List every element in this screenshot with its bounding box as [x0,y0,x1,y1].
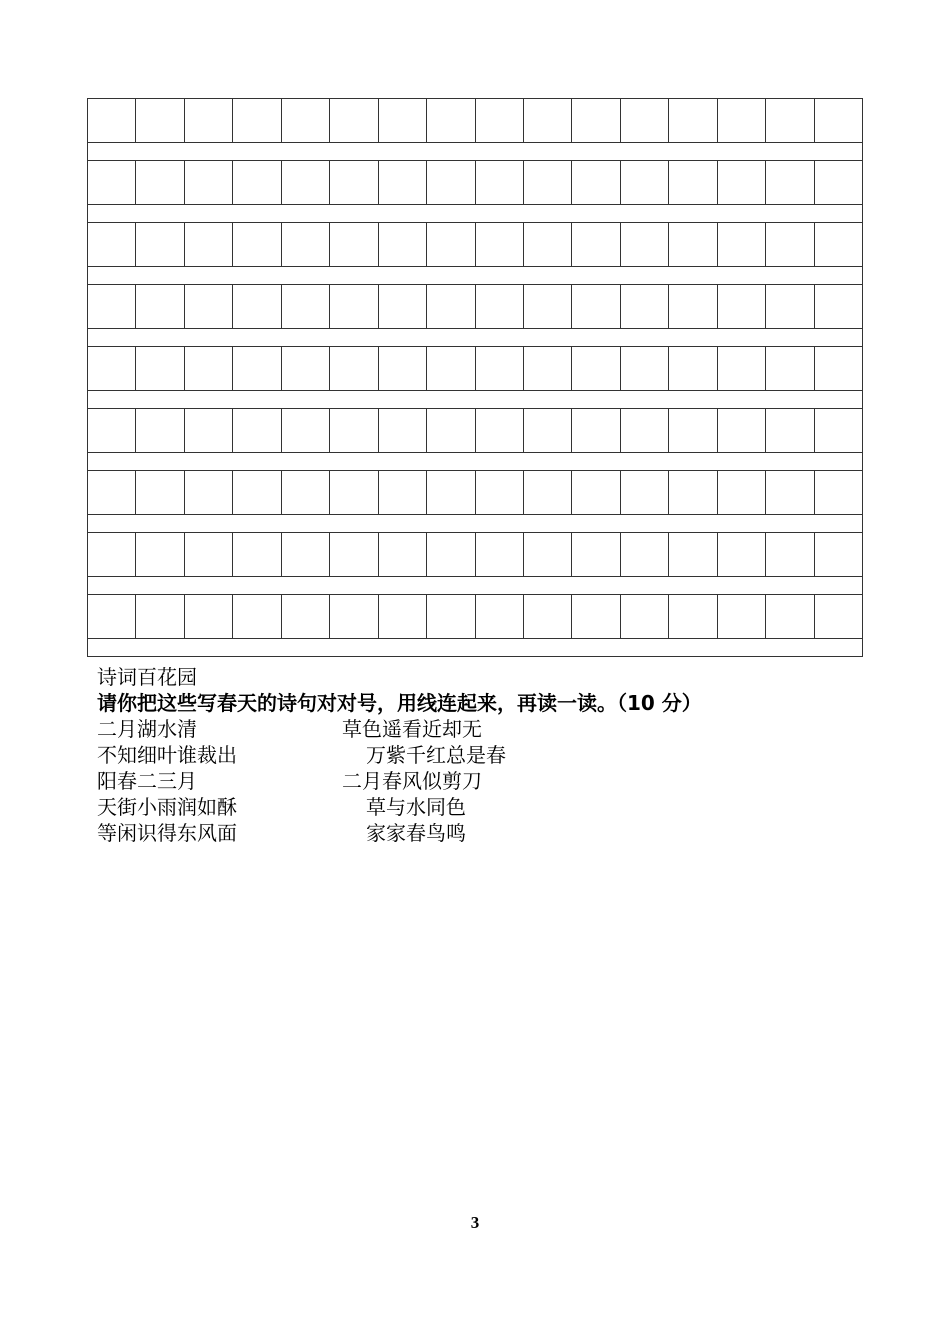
grid-cell [524,347,572,391]
grid-row [88,471,863,514]
grid-cell [379,99,427,143]
grid-cell [476,347,524,391]
grid-cell [572,161,620,205]
grid-cell [330,595,378,639]
grid-cell [233,347,281,391]
grid-cell [233,595,281,639]
grid-cell [282,471,330,515]
poem-pair-row [97,742,702,768]
grid-cell [524,161,572,205]
grid-cell [185,223,233,267]
grid-cell [718,533,766,577]
grid-cell [621,223,669,267]
grid-row [88,595,863,638]
grid-cell [233,99,281,143]
grid-cell [282,285,330,329]
grid-cell [766,595,814,639]
grid-cell [621,409,669,453]
grid-cell [427,347,475,391]
poem-pair-row [97,768,702,794]
grid-cell [572,285,620,329]
grid-cell [185,595,233,639]
grid-cell [88,471,136,515]
grid-cell [88,285,136,329]
grid-cell [766,409,814,453]
grid-cell [185,347,233,391]
grid-cell [330,161,378,205]
grid-cell [282,161,330,205]
grid-cell [88,595,136,639]
grid-cell [185,161,233,205]
right-line-3: 二月春风似剪刀 [342,769,482,793]
right-line-2: 万紫千红总是春 [366,743,506,767]
page-number: 3 [470,1213,480,1232]
grid-cell [330,285,378,329]
grid-spacer-row [88,204,863,223]
grid-cell [766,223,814,267]
grid-cell [621,595,669,639]
grid-cell [815,533,863,577]
grid-cell [330,223,378,267]
grid-cell [282,409,330,453]
grid-cell [766,99,814,143]
grid-cell [718,595,766,639]
grid-cell [427,285,475,329]
grid-cell [669,99,717,143]
grid-cell [718,347,766,391]
grid-cell [379,409,427,453]
grid-cell [136,595,184,639]
grid-cell [669,595,717,639]
grid-cell [766,533,814,577]
grid-cell [427,533,475,577]
grid-cell [185,99,233,143]
left-line-2: 不知细叶谁裁出 [97,743,237,767]
grid-cell [572,533,620,577]
grid-cell [427,595,475,639]
grid-cell [572,409,620,453]
grid-cell [233,161,281,205]
grid-row [88,347,863,390]
grid-cell [379,347,427,391]
grid-cell [330,409,378,453]
grid-cell [476,285,524,329]
section-instruction: 请你把这些写春天的诗句对对号，用线连起来，再读一读。（10 分） [97,691,702,715]
grid-cell [136,409,184,453]
grid-cell [815,161,863,205]
grid-cell [233,409,281,453]
grid-cell [136,533,184,577]
grid-cell [427,471,475,515]
grid-cell [815,223,863,267]
right-line-5: 家家春鸟鸣 [366,821,466,845]
right-line-4: 草与水同色 [366,795,466,819]
grid-cell [718,409,766,453]
grid-cell [524,595,572,639]
grid-cell [476,533,524,577]
grid-cell [718,471,766,515]
grid-cell [282,595,330,639]
grid-cell [233,533,281,577]
poetry-section [97,664,702,846]
grid-cell [718,99,766,143]
poem-pair-row [97,820,702,846]
grid-cell [185,471,233,515]
grid-cell [766,471,814,515]
grid-cell [233,471,281,515]
grid-cell [379,285,427,329]
grid-cell [88,161,136,205]
grid-cell [379,595,427,639]
grid-cell [766,285,814,329]
grid-row [88,99,863,142]
grid-cell [233,285,281,329]
grid-cell [669,161,717,205]
grid-cell [427,161,475,205]
grid-cell [815,409,863,453]
grid-cell [524,409,572,453]
grid-cell [476,471,524,515]
grid-cell [476,99,524,143]
grid-cell [572,99,620,143]
grid-cell [524,223,572,267]
grid-cell [718,223,766,267]
grid-cell [185,409,233,453]
grid-cell [718,161,766,205]
grid-cell [524,99,572,143]
grid-cell [88,409,136,453]
grid-spacer-row [88,328,863,347]
grid-cell [88,533,136,577]
grid-cell [524,471,572,515]
grid-cell [476,409,524,453]
grid-cell [572,223,620,267]
grid-cell [669,285,717,329]
left-line-3: 阳春二三月 [97,769,197,793]
grid-cell [669,533,717,577]
grid-cell [476,595,524,639]
grid-cell [136,347,184,391]
grid-cell [476,161,524,205]
grid-cell [282,533,330,577]
grid-cell [282,99,330,143]
poem-pair-row [97,794,702,820]
grid-cell [621,161,669,205]
grid-cell [88,99,136,143]
grid-cell [88,347,136,391]
grid-cell [572,595,620,639]
grid-cell [815,471,863,515]
grid-row [88,161,863,204]
grid-cell [766,347,814,391]
section-title: 诗词百花园 [97,665,197,689]
grid-cell [524,285,572,329]
left-line-5: 等闲识得东风面 [97,821,237,845]
grid-cell [379,471,427,515]
grid-cell [427,223,475,267]
grid-cell [136,471,184,515]
grid-cell [282,223,330,267]
writing-grid [87,98,863,657]
grid-cell [669,347,717,391]
grid-spacer-row [88,142,863,161]
grid-row [88,285,863,328]
right-line-1: 草色遥看近却无 [342,717,482,741]
grid-cell [233,223,281,267]
grid-cell [330,99,378,143]
grid-cell [669,223,717,267]
grid-cell [572,471,620,515]
grid-cell [669,471,717,515]
grid-spacer-row [88,452,863,471]
grid-spacer-row [88,576,863,595]
grid-row [88,223,863,266]
grid-cell [815,595,863,639]
grid-cell [815,347,863,391]
left-line-1: 二月湖水清 [97,717,197,741]
grid-cell [136,99,184,143]
grid-cell [136,223,184,267]
grid-cell [427,99,475,143]
grid-cell [379,223,427,267]
grid-spacer-row [88,266,863,285]
grid-cell [476,223,524,267]
grid-spacer-row [88,638,863,657]
grid-cell [524,533,572,577]
grid-spacer-row [88,514,863,533]
grid-cell [815,285,863,329]
grid-cell [572,347,620,391]
grid-cell [330,471,378,515]
grid-cell [621,99,669,143]
grid-cell [136,285,184,329]
grid-cell [621,533,669,577]
grid-row [88,533,863,576]
grid-cell [330,533,378,577]
grid-cell [185,533,233,577]
grid-cell [88,223,136,267]
grid-cell [621,347,669,391]
grid-cell [669,409,717,453]
grid-cell [815,99,863,143]
grid-cell [621,285,669,329]
grid-cell [379,161,427,205]
grid-cell [136,161,184,205]
grid-cell [379,533,427,577]
grid-spacer-row [88,390,863,409]
grid-cell [621,471,669,515]
poem-pair-row [97,716,702,742]
grid-cell [718,285,766,329]
grid-row [88,409,863,452]
grid-cell [282,347,330,391]
grid-cell [427,409,475,453]
grid-cell [185,285,233,329]
grid-cell [766,161,814,205]
left-line-4: 天街小雨润如酥 [97,795,237,819]
grid-cell [330,347,378,391]
